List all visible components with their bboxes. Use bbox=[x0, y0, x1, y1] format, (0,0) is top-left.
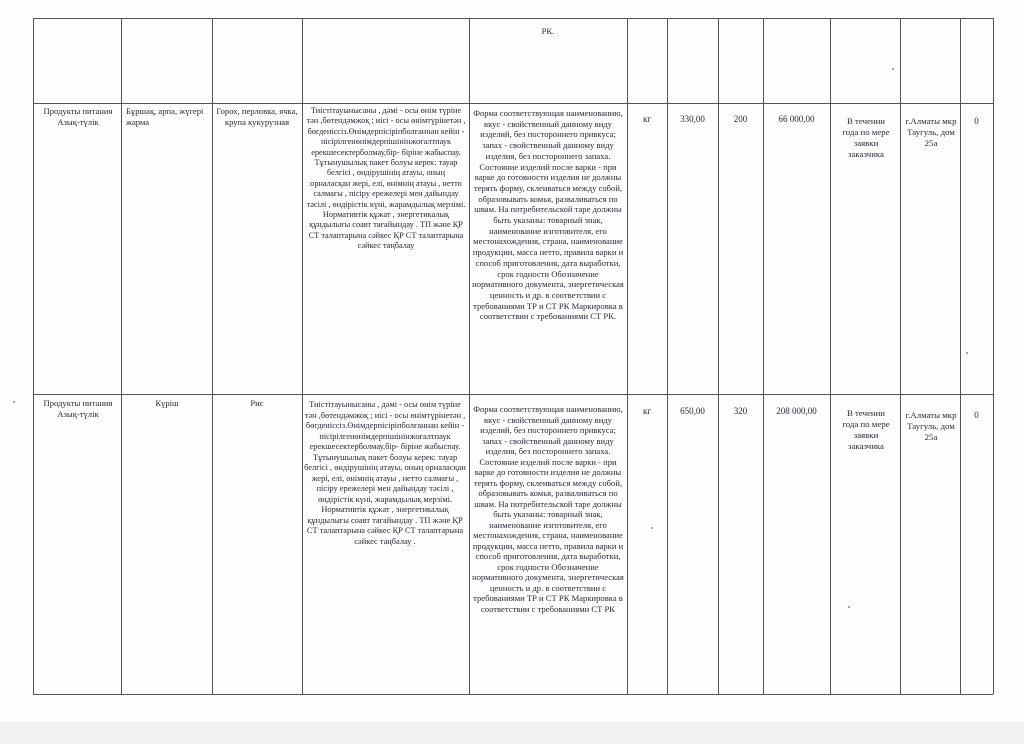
delivery-terms: В течении года по мере заявки заказчика bbox=[842, 408, 890, 451]
scan-speck bbox=[966, 352, 968, 354]
column-divider bbox=[121, 18, 122, 694]
column-divider bbox=[212, 18, 213, 694]
row-divider bbox=[33, 394, 993, 395]
delivery-address: г.Алматы мкр Таугуль, дом 25а bbox=[905, 116, 957, 148]
scan-speck bbox=[651, 527, 653, 529]
table-bottom-border bbox=[33, 694, 993, 695]
table-top-border bbox=[33, 18, 993, 19]
column-divider bbox=[302, 18, 303, 694]
description-kazakh: Тиістітауынысаны , дәмі - осы өнім түріне тән ,бөтендәмжоқ ; иісі - осы өнімтүрінетән , бөгдеиіссіз.Өнімдерпісіріпболғаннан кейін - пісірілгенөнімдерпішінінжоғалтпаук ерекшесектерболмау,бір- біріне жабыспау. Тұтынушылық пакет болуы керек: тауар белгісі , өндірушінің атауы, оның орналасқан жері, елі, өнімнің атауы , нетто салмағы , пісіру ережелері мен дайындау тәсілі , өндірістік күні, жарамдылық мерзімі. Нормативтік құжат , энергетикалық құндылығы соавт тағайындау . ТП және ҚР СТ талаптарына сәйкес ҚР СТ талаптарына сәйкес таңбалау . bbox=[304, 400, 466, 546]
description-kazakh: Тиістітауынысаны , дәмі - осы өнім түріне тән ,бөтендәмжоқ ; иісі - осы өнімтүрінетән , бөгдеиіссіз.Өнімдерпісіріпболғаннан кейін - пісірілгенөнімдерпішінінжоғалтпаук ерекшесектерболмау,бір- біріне жабыспау. Тұтынушылық пакет болуы керек: тауар белгісі , өндірушінің атауы, оның орналасқан жері, елі, өнімнің атауы , нетто салмағы , пісіру ережелері мен дайындау тәсілі , өндірістік күні, жарамдылық мерзімі. Нормативтік құжат , энергетикалық құндылығы соавт тағайындау . ТП және ҚР СТ талаптарына сәйкес ҚР СТ талаптарына сәйкес таңбалау bbox=[306, 106, 466, 251]
product-category: Продукты питания Азық-түлік bbox=[43, 398, 113, 419]
product-category: Продукты питания Азық-түлік bbox=[43, 106, 113, 127]
column-divider bbox=[993, 18, 994, 694]
total-sum: 66 000,00 bbox=[778, 114, 815, 124]
description-russian: Форма соответствующая наименованию, вкус - свойственный данному виду изделий, без постороннего привкуса; запах - свойственный данному виду изделия, без постороннего запаха. Состояние изделий после варки - при варке до готовности изделия не должны терять форму, склеиваться между собой, образовывать комья, разваливаться по швам. На потребительской таре должны быть указаны: товарный знак, наименование изготовителя, его местонахождения, страна, наименование продукции, масса нетто, правила варки и способ приготовления, дата выработки, срок годности Обозначение нормативного документа, энергетическая ценность и др. в соответствии с требованиями ТР и СТ РК Маркировка в соответствии с требованиями СТ РК bbox=[472, 404, 624, 614]
column-divider bbox=[469, 18, 470, 694]
continued-text-fragment: РК. bbox=[541, 26, 555, 36]
column-divider bbox=[830, 18, 831, 694]
product-name-russian: Рис bbox=[250, 398, 264, 408]
unit-price: 650,00 bbox=[680, 406, 705, 416]
delivery-terms: В течении года по мере заявки заказчика bbox=[842, 116, 890, 159]
unit-of-measure: кг bbox=[642, 114, 652, 124]
quantity: 320 bbox=[733, 406, 748, 416]
scan-speck bbox=[892, 68, 894, 70]
row-divider bbox=[33, 103, 993, 104]
quantity: 200 bbox=[733, 114, 748, 124]
scan-speck bbox=[848, 606, 850, 608]
product-name-kazakh: Бұршақ, арпа, жүгері жарма bbox=[126, 106, 204, 127]
product-name-russian: Горох, перловка, ячка, крупа кукурузная bbox=[216, 106, 298, 127]
total-sum: 208 000,00 bbox=[776, 406, 817, 416]
advance-payment: 0 bbox=[974, 410, 979, 420]
delivery-address: г.Алматы мкр Таугуль, дом 25а bbox=[905, 410, 957, 442]
description-russian: Форма соответствующая наименованию, вкус - свойственный данному виду изделий, без постороннего привкуса; запах - свойственный данному виду изделия, без постороннего запаха. Состояние изделий после варки - при варке до готовности изделия не должны терять форму, склеиваться между собой, образовывать комья, разваливаться по швам. На потребительской таре должны быть указаны: товарный знак, наименование изготовителя, его местонахождения, страна, наименование продукции, масса нетто, правила варки и способ приготовления, дата выработки, срок годности Обозначение нормативного документа, энергетическая ценность и др. в соответствии с требованиями ТР и СТ РК Маркировка в соответствии с требованиями СТ РК. bbox=[472, 108, 624, 322]
unit-price: 330,00 bbox=[680, 114, 705, 124]
column-divider bbox=[900, 18, 901, 694]
product-name-kazakh: Күріш bbox=[155, 398, 179, 408]
advance-payment: 0 bbox=[974, 116, 979, 126]
scan-speck bbox=[13, 401, 15, 403]
column-divider bbox=[33, 18, 34, 694]
unit-of-measure: кг bbox=[642, 406, 652, 416]
scan-bottom-margin bbox=[0, 722, 1024, 744]
